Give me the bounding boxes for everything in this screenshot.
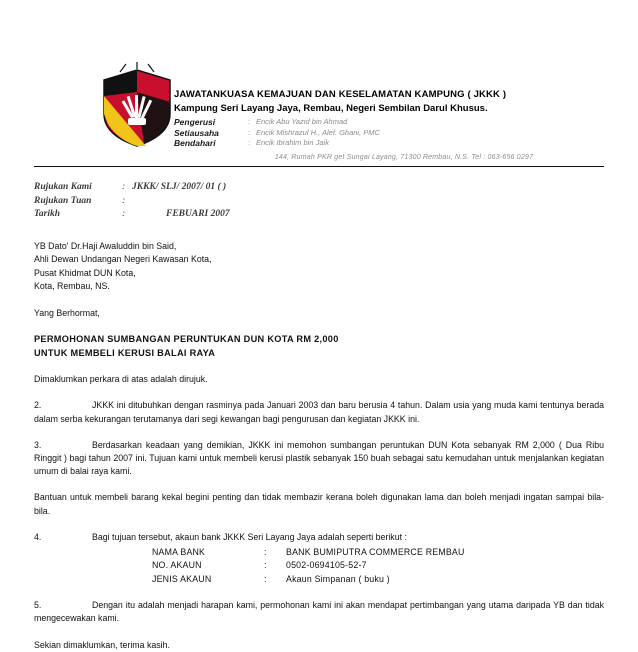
subject-block — [34, 333, 604, 360]
officer-row — [174, 138, 604, 149]
addressee-line: Pusat Khidmat DUN Kota, — [34, 267, 136, 278]
paragraph-text: Sekian dimaklumkan, terima kasih. — [34, 639, 170, 650]
your-reference-label: Rujukan Tuan — [34, 195, 92, 206]
our-reference-label: Rujukan Kami — [34, 182, 92, 192]
addressee-line: Kota, Rembau, NS. — [34, 281, 110, 291]
bank-detail-key: JENIS AKAUN — [152, 573, 212, 584]
your-reference-row — [34, 195, 604, 209]
letterhead-text — [174, 62, 604, 161]
reference-block — [34, 181, 604, 222]
addressee-block — [34, 240, 604, 294]
paragraph-text: Dimaklumkan perkara di atas adalah dirujuk. — [34, 374, 208, 385]
our-reference-row — [34, 181, 604, 195]
officer-list — [174, 117, 604, 149]
paragraph-text: Bagi tujuan tersebut, akaun bank JKKK Seri Layang Jaya adalah seperti berikut : — [92, 531, 407, 542]
bank-detail-value: 0502-0694105-52-7 — [286, 560, 367, 571]
bank-detail-row — [152, 573, 604, 586]
paragraph-number: 3. — [34, 439, 42, 450]
addressee-line: YB Dato' Dr.Haji Awaluddin bin Said, — [34, 240, 177, 251]
subject-line: UNTUK MEMBELI KERUSI BALAI RAYA — [34, 347, 216, 358]
bank-detail-colon: : — [264, 560, 267, 571]
paragraph-text: Dengan itu adalah menjadi harapan kami, permohonan kami ini akan mendapat pertimbangan yang utama daripada YB dan tidak mengecewakan kami. — [34, 600, 604, 624]
your-reference-colon: : — [122, 195, 126, 206]
bank-detail-colon: : — [264, 546, 267, 557]
closing-line — [34, 639, 604, 652]
officer-separator: : — [248, 127, 251, 137]
paragraph — [34, 439, 604, 479]
officer-name: Encik Ibrahim bin Jaik — [256, 138, 329, 147]
addressee-line: Ahli Dewan Undangan Negeri Kawasan Kota, — [34, 254, 212, 264]
subject-line: PERMOHONAN SUMBANGAN PERUNTUKAN DUN KOTA RM 2,000 — [34, 334, 339, 345]
our-reference-value: JKKK/ SLJ/ 2007/ 01 ( ) — [132, 182, 227, 192]
officer-name: Encik Mishrazul H., Alef. Ghani, PMC — [256, 127, 380, 137]
letter-body — [34, 240, 604, 652]
crest-emblem-icon — [100, 62, 174, 148]
bank-detail-row — [152, 546, 604, 559]
paragraph-text: Bantuan untuk membeli barang kekal begini penting dan tidak membazir kerana boleh digunakan lama dan boleh menjadi ingatan sampai bila-bila. — [34, 492, 604, 516]
paragraph — [34, 531, 604, 544]
paragraph — [34, 373, 604, 386]
letterhead-address: 144, Rumah PKR get Sungai Layang, 71300 Rembau, N.S. Tel : 063-656 0297 — [274, 153, 534, 161]
organization-name: JAWATANKUASA KEMAJUAN DAN KESELAMATAN KAMPUNG ( JKKK ) — [174, 89, 507, 100]
bank-detail-colon: : — [264, 573, 267, 584]
bank-detail-value: Akaun Simpanan ( buku ) — [286, 573, 390, 584]
officer-name: Encik Abu Yazid bin Ahmad — [256, 117, 348, 126]
paragraph — [34, 599, 604, 625]
paragraph — [34, 491, 604, 517]
bank-detail-key: NO. AKAUN — [152, 560, 202, 571]
officer-role: Bendahari — [174, 138, 216, 148]
officer-separator: : — [248, 117, 251, 126]
paragraph — [34, 399, 604, 425]
salutation: Yang Berhormat, — [34, 307, 100, 318]
officer-role: Setiausaha — [174, 127, 219, 138]
date-colon: : — [122, 209, 126, 219]
date-label: Tarikh — [34, 209, 61, 219]
bank-details-list — [152, 546, 604, 586]
officer-role: Pengerusi — [174, 117, 216, 127]
officer-separator: : — [248, 138, 251, 147]
header-divider — [34, 166, 604, 167]
bank-detail-key: NAMA BANK — [152, 546, 206, 557]
paragraph-number: 5. — [34, 600, 42, 611]
paragraph-text: Berdasarkan keadaan yang demikian, JKKK ini memohon sumbangan peruntukan DUN Kota sebanyak RM 2,000 ( Dua Ribu Ringgit ) bagi tahun 2007 ini. Tujuan kami untuk membeli kerusi plastik sebanyak 150 buah sebagai satu kemudahan untuk menjalankan kegiatan umum di balai raya kami. — [34, 439, 604, 477]
officer-row — [174, 117, 604, 128]
paragraph-number: 4. — [34, 531, 42, 542]
date-value: FEBUARI 2007 — [166, 209, 230, 219]
paragraph-number: 2. — [34, 400, 42, 411]
our-reference-colon: : — [122, 182, 126, 192]
date-row — [34, 208, 604, 222]
letterhead — [34, 0, 604, 172]
officer-row — [174, 128, 604, 139]
bank-detail-value: BANK BUMIPUTRA COMMERCE REMBAU — [286, 546, 465, 557]
paragraph-text: JKKK ini ditubuhkan dengan rasminya pada Januari 2003 dan baru berusia 4 tahun. Dalam usia yang muda kami tentunya berada dalam serba kekurangan terutamanya dari segi kewangan bagi pengurusan dan kegiatan JKKK ini. — [34, 400, 604, 424]
bank-detail-row — [152, 559, 604, 572]
organization-location: Kampung Seri Layang Jaya, Rembau, Negeri Sembilan Darul Khusus. — [174, 103, 488, 114]
